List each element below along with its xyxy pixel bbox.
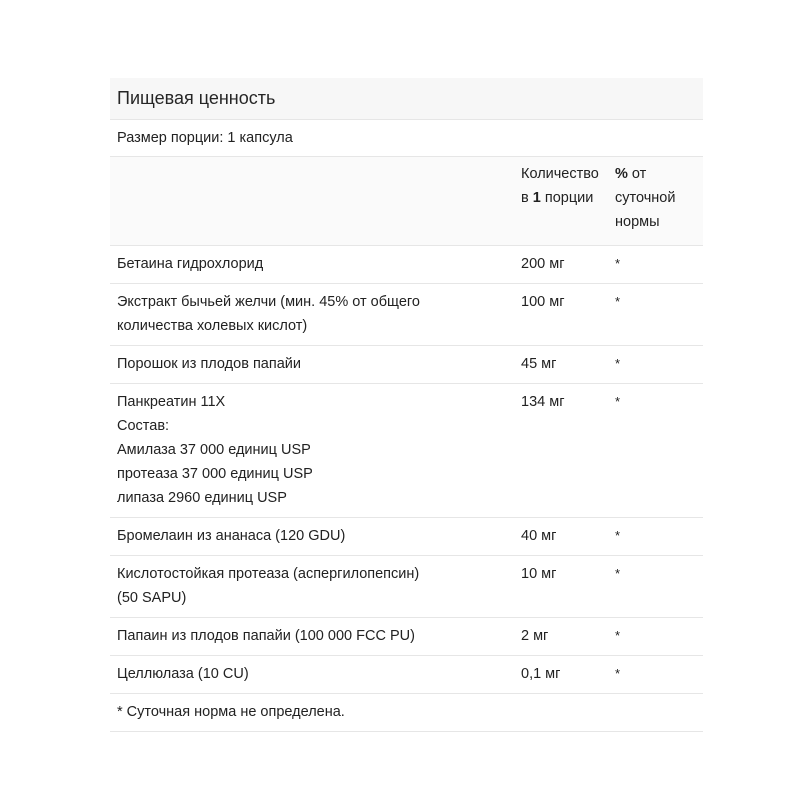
ingredient-name-line: Порошок из плодов папайи <box>117 356 301 372</box>
ingredient-name-cell <box>110 384 516 518</box>
ingredient-amount: 10 мг <box>516 556 612 618</box>
ingredient-daily-value: * <box>612 518 703 556</box>
panel-title <box>110 78 703 120</box>
ingredient-daily-value: * <box>612 656 703 694</box>
ingredient-name-cell <box>110 518 516 556</box>
table-row <box>110 556 703 618</box>
ingredient-daily-value: * <box>612 346 703 384</box>
ingredient-name-line: Состав: <box>117 418 170 434</box>
ingredient-amount: 45 мг <box>516 346 612 384</box>
ingredient-daily-value: * <box>612 284 703 346</box>
ingredient-name-line: Бетаина гидрохлорид <box>117 256 264 272</box>
ingredient-daily-value: * <box>612 384 703 518</box>
serving-size <box>110 120 703 157</box>
ingredient-daily-value: * <box>612 618 703 656</box>
table-row <box>110 656 703 694</box>
ingredient-name-cell <box>110 284 516 346</box>
ingredient-name-line: протеаза 37 000 единиц USP <box>117 466 313 482</box>
ingredient-name-line: количества холевых кислот) <box>117 318 308 334</box>
ingredient-name-line: липаза 2960 единиц USP <box>117 490 287 506</box>
footnote-text: * Суточная норма не определена. <box>117 704 345 720</box>
ingredient-name-line: (50 SAPU) <box>117 590 187 606</box>
header-dv-line3: нормы <box>615 214 660 230</box>
ingredient-amount: 100 мг <box>516 284 612 346</box>
ingredient-name-cell <box>110 656 516 694</box>
panel-title-text: Пищевая ценность <box>117 88 276 108</box>
header-amount-number: 1 <box>532 190 541 206</box>
header-dv-ot: от <box>627 166 647 182</box>
table-row <box>110 246 703 284</box>
ingredient-name-line: Панкреатин 11X <box>117 394 226 410</box>
ingredient-amount: 200 мг <box>516 246 612 284</box>
header-dv-percent: % <box>615 166 628 182</box>
ingredient-daily-value: * <box>612 556 703 618</box>
ingredient-amount: 2 мг <box>516 618 612 656</box>
ingredient-amount: 134 мг <box>516 384 612 518</box>
nutrition-facts-panel <box>110 78 703 732</box>
header-amount-prefix: в <box>521 190 533 206</box>
table-row <box>110 618 703 656</box>
header-amount-suffix: порции <box>540 190 594 206</box>
table-row <box>110 346 703 384</box>
ingredient-amount: 40 мг <box>516 518 612 556</box>
table-header-row <box>110 157 703 246</box>
table-row <box>110 384 703 518</box>
ingredient-name-line: Экстракт бычьей желчи (мин. 45% от общего <box>117 294 420 310</box>
ingredient-name-line: Бромелаин из ананаса (120 GDU) <box>117 528 346 544</box>
ingredient-daily-value: * <box>612 246 703 284</box>
ingredient-name-line: Папаин из плодов папайи (100 000 FCC PU) <box>117 628 415 644</box>
header-name-cell <box>110 157 516 246</box>
footnote <box>110 694 703 732</box>
table-row <box>110 284 703 346</box>
ingredient-name-cell <box>110 618 516 656</box>
ingredient-name-line: Амилаза 37 000 единиц USP <box>117 442 311 458</box>
table-row <box>110 518 703 556</box>
serving-size-text: Размер порции: 1 капсула <box>117 130 293 146</box>
ingredient-amount: 0,1 мг <box>516 656 612 694</box>
header-dv-line2: суточной <box>615 190 676 206</box>
ingredient-name-line: Кислотостойкая протеаза (аспергилопепсин) <box>117 566 420 582</box>
ingredient-name-line: Целлюлаза (10 CU) <box>117 666 249 682</box>
facts-table <box>110 157 703 694</box>
ingredient-name-cell <box>110 346 516 384</box>
header-amount-line1: Количество <box>521 166 599 182</box>
header-dv-cell <box>612 157 703 246</box>
header-amount-line2 <box>521 186 612 210</box>
header-dv-line1 <box>615 162 696 186</box>
ingredient-name-cell <box>110 556 516 618</box>
header-amount-cell <box>516 157 612 246</box>
ingredient-name-cell <box>110 246 516 284</box>
